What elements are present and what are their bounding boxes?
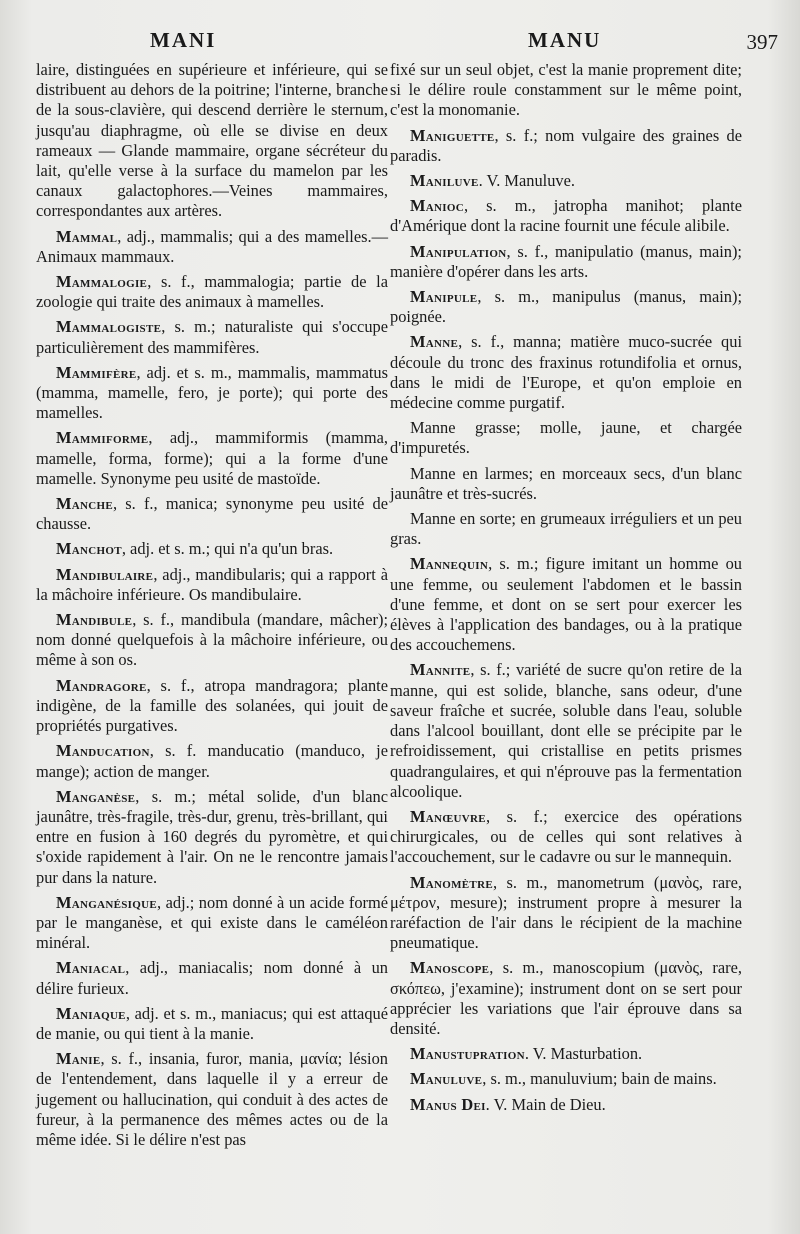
entry-text: , s. f., manipulatio (manus, main); manière d'opérer dans les arts.	[390, 241, 742, 281]
dictionary-entry	[390, 660, 742, 801]
dictionary-entry	[36, 317, 388, 357]
dictionary-entry	[390, 418, 742, 458]
entry-text: , s. m., jatropha manihot; plante d'Amérique dont la racine fournit une fécule alibile.	[390, 196, 742, 236]
entry-text: , s. m.; figure imitant un homme ou une femme, ou seulement l'abdomen et le bassin d'une femme, et dont on se sert pour exercer les élèves à l'application des bandages, ou à la pratique des accouchemens.	[390, 554, 742, 655]
entry-headword: Manœuvre	[410, 806, 486, 826]
entry-headword: Manus Dei	[410, 1094, 486, 1114]
entry-headword: Mammifère	[56, 362, 137, 382]
entry-text: , adj., mammalis; qui a des mamelles.—Animaux mammaux.	[36, 226, 388, 266]
entry-text: , s. f., atropa mandragora; plante indigène, de la famille des solanées, qui jouit de propriétés purgatives.	[36, 675, 388, 736]
dictionary-entry	[36, 60, 388, 222]
entry-headword: Mandibulaire	[56, 564, 154, 584]
entry-headword: Manche	[56, 494, 113, 514]
entry-text: , adj. et s. m., maniacus; qui est attaqué de manie, ou qui tient à la manie.	[36, 1003, 388, 1043]
entry-text: , s. f.; variété de sucre qu'on retire de la manne, qui est solide, blanche, sans odeur, d'une saveur fraîche et sucrée, soluble dans l'eau, soluble dans l'alcool bouillant, dont elle se précipite par le refroidissement, qui cristallise en petits prismes quadrangulaires, et qui n'éprouve pas la fermentation alcoolique.	[390, 660, 742, 801]
entry-text: Manne en larmes; en morceaux secs, d'un blanc jaunâtre et très-sucrés.	[390, 463, 742, 503]
dictionary-entry	[36, 272, 388, 312]
page-number: 397	[746, 30, 778, 54]
dictionary-entry	[36, 741, 388, 781]
dictionary-entry	[390, 958, 742, 1039]
dictionary-entry	[390, 873, 742, 954]
entry-text: , s. m.; naturaliste qui s'occupe particulièrement des mammifères.	[36, 317, 388, 357]
entry-text: , s. f., mandibula (mandare, mâcher); nom donné quelquefois à la mâchoire inférieure, ou même à son os.	[36, 610, 388, 670]
dictionary-entry	[390, 509, 742, 549]
entry-text: , adj. et s. m.; qui n'a qu'un bras.	[121, 539, 334, 559]
entry-text: , s. m., manipulus (manus, main); poignée.	[390, 287, 742, 327]
entry-headword: Manducation	[56, 741, 150, 761]
entry-text: , s. f., manna; matière muco-sucrée qui découle du tronc des fraxinus rotundifolia et ornus, dans le midi de l'Europe, et qu'on emploie en médecine comme purgatif.	[390, 332, 742, 413]
entry-headword: Manustupration	[410, 1044, 525, 1064]
entry-text: , s. f.; nom vulgaire des graines de paradis.	[390, 125, 742, 165]
entry-headword: Maniluve	[410, 171, 479, 191]
entry-headword: Manipule	[410, 287, 478, 307]
dictionary-entry	[390, 464, 742, 504]
entry-text: , s. f., manica; synonyme peu usité de chausse.	[36, 494, 388, 534]
entry-headword: Manipulation	[410, 241, 507, 261]
entry-text: . V. Main de Dieu.	[485, 1094, 606, 1114]
entry-text: fixé sur un seul objet, c'est la manie proprement dite; si le délire roule constamment sur le même point, c'est la monomanie.	[390, 60, 742, 120]
running-head-right: MANU	[528, 28, 602, 52]
right-column	[390, 60, 742, 1120]
entry-text: , s. m.; métal solide, d'un blanc jaunâtre, très-fragile, très-dur, grenu, très-brillant, qui entre en fusion à 160 degrés du pyromètre, et qui s'oxide rapidement à l'air. On ne le rencontre jamais pur dans la nature.	[36, 786, 388, 887]
entry-text: Manne en sorte; en grumeaux irréguliers et un peu gras.	[390, 509, 742, 549]
entry-text: , s. m., manuluvium; bain de mains.	[482, 1069, 717, 1089]
entry-headword: Mandibule	[56, 610, 133, 630]
entry-text: , s. m., manoscopium (μανὸς, rare, σκόπεω, j'examine); instrument dont on se sert pour apprécier les variations que l'air éprouve dans sa densité.	[390, 958, 742, 1038]
dictionary-entry	[390, 554, 742, 655]
dictionary-entry	[36, 565, 388, 605]
dictionary-entry	[36, 787, 388, 888]
dictionary-entry	[36, 1004, 388, 1044]
dictionary-entry	[390, 242, 742, 282]
entry-text: , s. m., manometrum (μανὸς, rare, μέτρον, mesure); instrument propre à mesurer la raréfaction de l'air dans le récipient de la machine pneumatique.	[390, 872, 742, 953]
dictionary-entry	[390, 196, 742, 236]
entry-headword: Maniguette	[410, 125, 495, 145]
entry-text: , adj. et s. m., mammalis, mammatus (mamma, mamelle, fero, je porte); qui porte des mamelles.	[36, 362, 388, 423]
dictionary-entry	[390, 807, 742, 868]
entry-headword: Mannite	[410, 660, 471, 680]
entry-headword: Maniaque	[56, 1003, 126, 1023]
dictionary-entry	[36, 676, 388, 737]
entry-headword: Mandragore	[56, 675, 147, 695]
entry-headword: Manne	[410, 332, 459, 352]
entry-text: . V. Manuluve.	[478, 171, 575, 191]
entry-headword: Manoscope	[410, 958, 490, 978]
entry-headword: Mammalogie	[56, 272, 148, 292]
dictionary-entry	[390, 126, 742, 166]
entry-headword: Manie	[56, 1049, 101, 1069]
running-head-left: MANI	[150, 28, 217, 52]
entry-text: , s. f.; exercice des opérations chirurgicales, ou de celles qui sont relatives à l'accouchement, sur le cadavre ou sur le mannequin.	[390, 806, 742, 867]
dictionary-entry	[36, 1049, 388, 1150]
entry-headword: Mammiforme	[56, 428, 149, 448]
dictionary-entry	[36, 428, 388, 489]
dictionary-entry	[390, 332, 742, 413]
entry-headword: Manchot	[56, 539, 122, 559]
dictionary-entry	[390, 1095, 742, 1115]
entry-headword: Manganésique	[56, 892, 157, 912]
entry-text: , s. f., mammalogia; partie de la zoologie qui traite des animaux à mamelles.	[36, 272, 388, 312]
dictionary-entry	[36, 958, 388, 998]
dictionary-entry	[36, 610, 388, 671]
entry-text: , adj., mammiformis (mamma, mamelle, forma, forme); qui a la forme d'une mamelle. Synonyme peu usité de mastoïde.	[36, 428, 388, 488]
entry-text: , s. f. manducatio (manduco, je mange); action de manger.	[36, 741, 388, 781]
entry-headword: Mammal	[56, 226, 118, 246]
dictionary-entry	[390, 1044, 742, 1064]
entry-text: laire, distinguées en supérieure et inférieure, qui se distribuent au dehors de la poitrine; l'interne, branche de la sous-clavière, qui descend derrière le sternum, jusqu'au diaphragme, où elle se divise en deux rameaux — Glande mammaire, organe sécréteur du lait, qu'elle verse à la surface du mamelon par les canaux galactophores.—Veines mammaires, correspondantes aux artères.	[36, 60, 388, 221]
entry-text: , s. f., insania, furor, mania, μανία; lésion de l'entendement, dans laquelle il y a erreur de jugement ou hallucination, qui conduit à des actes de fureur, à la permanence des mêmes actes ou de la même idée. Si le délire n'est pas	[36, 1049, 388, 1149]
dictionary-entry	[36, 363, 388, 424]
entry-headword: Mannequin	[410, 554, 489, 574]
dictionary-entry	[36, 539, 388, 559]
dictionary-entry	[390, 171, 742, 191]
entry-headword: Mammalogiste	[56, 317, 162, 337]
dictionary-entry	[390, 1069, 742, 1089]
entry-headword: Maniacal	[56, 958, 126, 978]
entry-headword: Manomètre	[410, 872, 493, 892]
dictionary-entry	[36, 227, 388, 267]
entry-text: , adj., mandibularis; qui a rapport à la mâchoire inférieure. Os mandibulaire.	[36, 564, 388, 604]
dictionary-entry	[390, 60, 742, 121]
entry-text: , adj.; nom donné à un acide formé par le manganèse, et qui existe dans le caméléon minéral.	[36, 892, 388, 953]
dictionary-entry	[390, 287, 742, 327]
entry-headword: Manuluve	[410, 1069, 483, 1089]
left-column	[36, 60, 388, 1155]
dictionary-entry	[36, 893, 388, 954]
entry-text: Manne grasse; molle, jaune, et chargée d'impuretés.	[390, 418, 742, 458]
entry-headword: Manioc	[410, 196, 464, 216]
entry-headword: Manganèse	[56, 786, 136, 806]
entry-text: , adj., maniacalis; nom donné à un délire furieux.	[36, 958, 388, 998]
dictionary-entry	[36, 494, 388, 534]
entry-text: . V. Masturbation.	[524, 1044, 643, 1064]
